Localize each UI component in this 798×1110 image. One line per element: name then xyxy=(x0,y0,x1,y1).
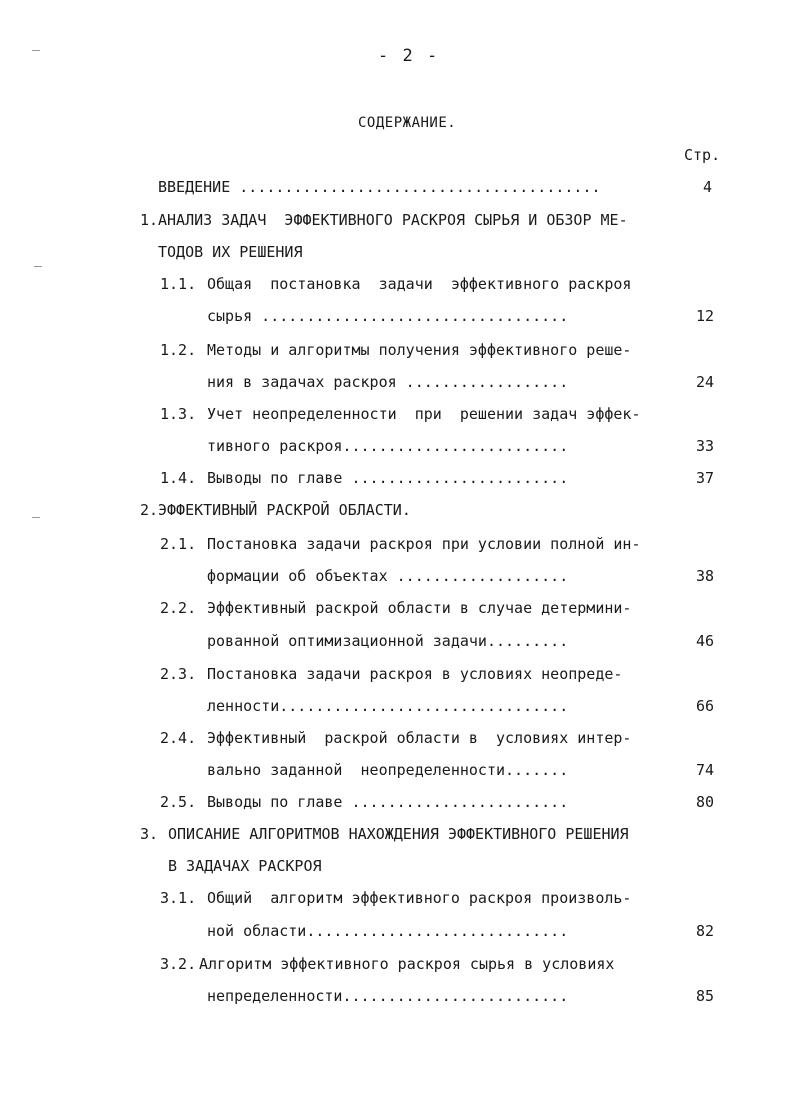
toc-section-2-3-line1: Постановка задачи раскроя в условиях неопреде- xyxy=(207,665,623,683)
toc-page-1-2: 24 xyxy=(695,373,714,391)
scan-mark xyxy=(32,517,40,518)
toc-section-1-3-number: 1.3. xyxy=(160,405,197,423)
toc-page-2-1: 38 xyxy=(695,567,714,585)
toc-section-1-1-number: 1.1. xyxy=(160,275,197,293)
toc-section-2-4-line1: Эффективный раскрой области в условиях интер- xyxy=(207,729,632,747)
toc-section-3-2-line2: непределенности......................... xyxy=(207,987,569,1005)
toc-section-1-4-line1: Выводы по главе ........................ xyxy=(207,469,569,487)
toc-chapter-1-number: 1. xyxy=(140,211,159,229)
toc-page-1-1: 12 xyxy=(695,307,714,325)
toc-section-1-2-line2: ния в задачах раскроя .................. xyxy=(207,373,569,391)
toc-section-1-2-number: 1.2. xyxy=(160,341,197,359)
scan-mark xyxy=(34,266,42,267)
toc-section-2-2-line1: Эффективный раскрой области в случае детермини- xyxy=(207,599,632,617)
toc-section-2-3-number: 2.3. xyxy=(160,665,197,683)
page-number: - 2 - xyxy=(378,46,440,66)
toc-section-2-5-number: 2.5. xyxy=(160,793,197,811)
toc-section-1-3-line1: Учет неопределенности при решении задач эффек- xyxy=(207,405,641,423)
toc-page-2-5: 80 xyxy=(695,793,714,811)
toc-page-intro: 4 xyxy=(702,178,712,196)
toc-section-3-2-number: 3.2. xyxy=(160,955,197,973)
toc-chapter-3-line1: ОПИСАНИЕ АЛГОРИТМОВ НАХОЖДЕНИЯ ЭФФЕКТИВНОГО РЕШЕНИЯ xyxy=(168,825,629,843)
toc-section-1-2-line1: Методы и алгоритмы получения эффективного реше- xyxy=(207,341,632,359)
toc-section-3-1-line1: Общий алгоритм эффективного раскроя произволь- xyxy=(207,889,632,907)
toc-title: СОДЕРЖАНИЕ. xyxy=(358,115,457,131)
scan-mark xyxy=(32,50,40,51)
toc-section-2-5-line1: Выводы по главе ........................ xyxy=(207,793,569,811)
page-column-label: Стр. xyxy=(684,146,721,164)
toc-page-2-2: 46 xyxy=(695,632,714,650)
toc-page-1-4: 37 xyxy=(695,469,714,487)
toc-chapter-2-number: 2. xyxy=(140,501,159,519)
toc-section-3-1-number: 3.1. xyxy=(160,889,197,907)
toc-section-3-1-line2: ной области............................. xyxy=(207,922,569,940)
toc-chapter-1-line2: ТОДОВ ИХ РЕШЕНИЯ xyxy=(158,243,303,261)
toc-section-1-1-line1: Общая постановка задачи эффективного раскроя xyxy=(207,275,632,293)
toc-section-3-2-line1: Алгоритм эффективного раскроя сырья в условиях xyxy=(199,955,615,973)
toc-section-2-3-line2: ленности................................ xyxy=(207,697,569,715)
toc-section-1-1-line2: сырья .................................. xyxy=(207,307,569,325)
toc-section-1-3-line2: тивного раскроя......................... xyxy=(207,437,569,455)
toc-chapter-1-line1: АНАЛИЗ ЗАДАЧ ЭФФЕКТИВНОГО РАСКРОЯ СЫРЬЯ И ОБЗОР МЕ- xyxy=(158,211,628,229)
toc-page-3-1: 82 xyxy=(695,922,714,940)
toc-section-2-1-number: 2.1. xyxy=(160,535,197,553)
toc-section-2-4-line2: вально заданной неопределенности....... xyxy=(207,761,569,779)
toc-section-2-2-number: 2.2. xyxy=(160,599,197,617)
toc-section-1-4-number: 1.4. xyxy=(160,469,197,487)
toc-section-2-2-line2: рованной оптимизационной задачи......... xyxy=(207,632,569,650)
toc-entry-intro: ВВЕДЕНИЕ ........................................ xyxy=(158,178,601,196)
toc-page-3-2: 85 xyxy=(695,987,714,1005)
toc-page-2-3: 66 xyxy=(695,697,714,715)
toc-chapter-2-line1: ЭФФЕКТИВНЫЙ РАСКРОЙ ОБЛАСТИ. xyxy=(158,501,411,519)
toc-section-2-1-line2: формации об объектах ................... xyxy=(207,567,569,585)
toc-section-2-4-number: 2.4. xyxy=(160,729,197,747)
toc-page-2-4: 74 xyxy=(695,761,714,779)
toc-chapter-3-number: 3. xyxy=(140,825,159,843)
toc-section-2-1-line1: Постановка задачи раскроя при условии полной ин- xyxy=(207,535,641,553)
toc-page-1-3: 33 xyxy=(695,437,714,455)
toc-chapter-3-line2: В ЗАДАЧАХ РАСКРОЯ xyxy=(168,857,322,875)
